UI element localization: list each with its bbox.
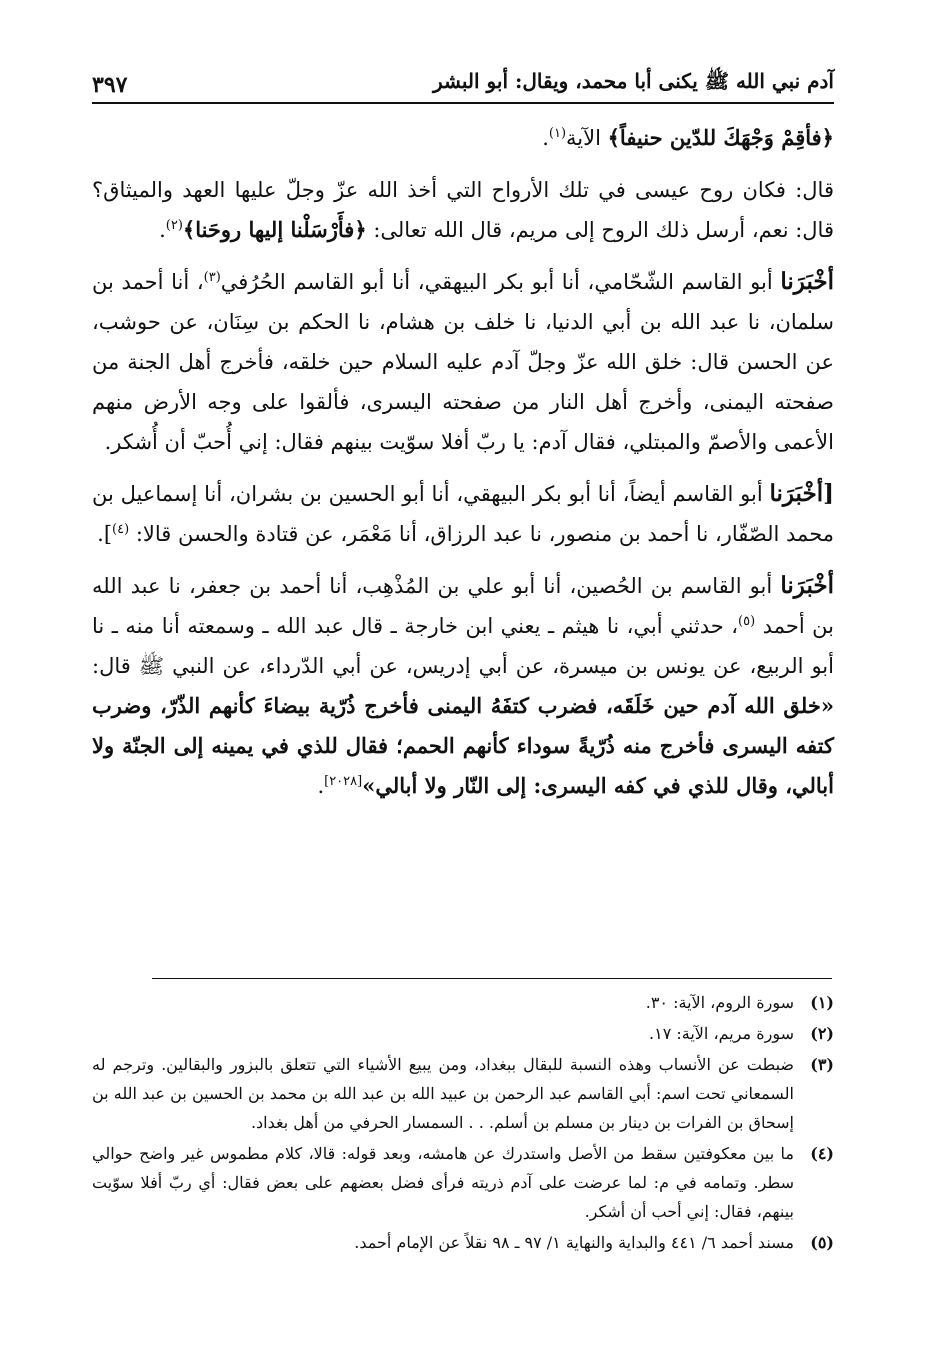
text-span: . — [159, 218, 166, 242]
text-span: . — [317, 774, 325, 798]
text-span: أبو القاسم أيضاً، أنا أبو بكر البيهقي، أنا أبو الحسين بن بشران، أنا إسماعيل بن محمد الصّفّار، نا أحمد بن منصور، نا عبد الرزاق، أنا مَعْمَر، عن قتادة والحسن قالا: — [92, 482, 834, 546]
hadith-text: «خلق الله آدم حين خَلَقَه، فضرب كتفَهُ اليمنى فأخرج ذُرّية بيضاءَ كأنهم الذّرّ، وضرب كتفه اليسرى فأخرج منه ذُرّيةً سوداء كأنهم الحمم؛ فقال للذي في يمينه إلى الجنّة ولا أبالي، وقال للذي في كفه اليسرى: إلى النّار ولا أبالي» — [92, 693, 834, 798]
hadith-number: [٢٠٢٨] — [324, 774, 363, 789]
paragraph-5 — [92, 566, 834, 806]
footnote-2 — [92, 1019, 834, 1048]
bracket-open: [ — [823, 480, 834, 507]
main-text — [92, 118, 834, 818]
page-header — [92, 58, 834, 98]
lead-word: أخْبَرَنا — [780, 572, 834, 599]
footnote-text: ضبطت عن الأنساب وهذه النسبة للبقال ببغداد، ومن يبيع الأشياء التي تتعلق بالبزور والبقالين. وترجم له السمعاني تحت اسم: أبي القاسم عبد الرحمن بن عبيد الله بن عبد الله بن محمد بن الحسين بن عبد الله بن إسحاق بن الفرات بن دينار بن مسلم بن أسلم. . . السمسار الحرفي من أهل بغداد. — [92, 1055, 794, 1132]
footnote-3 — [92, 1050, 834, 1137]
text-span: أبو القاسم الشّحّامي، أنا أبو بكر البيهقي، أنا أبو القاسم الحُرُفي — [220, 270, 781, 294]
footnote-number: (٥) — [810, 1233, 834, 1252]
paragraph-2 — [92, 170, 834, 250]
footnote-text: ما بين معكوفتين سقط من الأصل واستدرك عن هامشه، وبعد قوله: قالا، كلام مطموس غير واضح حوالي سطر. وتمامه في م: لما عرضت على آدم ذريته فرأى فضل بعضهم على بعض فقال: أي ربّ أفلا سوّيت بينهم، فقال: إني أحب أن أشكر. — [92, 1144, 794, 1221]
footnote-ref: (٤) — [112, 522, 130, 537]
footnote-ref: (٥) — [738, 614, 756, 629]
page-number: ٣٩٧ — [92, 72, 128, 98]
footnote-text: سورة مريم، الآية: ١٧. — [649, 1024, 794, 1043]
footnotes — [92, 988, 834, 1259]
footnote-number: (٢) — [810, 1024, 834, 1043]
text-span: قال: فكان روح عيسى في تلك الأرواح التي أخذ الله عزّ وجلّ عليها العهد والميثاق؟ قال: نعم، أرسل ذلك الروح إلى مريم، قال الله تعالى: — [92, 178, 834, 242]
footnote-ref: (٢) — [165, 218, 183, 233]
footnote-5 — [92, 1228, 834, 1257]
text-span: . — [542, 126, 549, 150]
lead-word: أخْبَرَنا — [769, 480, 824, 507]
footnote-1 — [92, 988, 834, 1017]
text-span: أبو القاسم بن الحُصين، أنا أبو علي بن المُذْهِب، أنا أحمد بن جعفر، نا عبد الله بن أحمد — [92, 574, 834, 638]
quran-verse: ﴿فأَرْسَلْنا إليها روحَنا﴾ — [182, 217, 367, 242]
bracket-close: ]. — [97, 522, 113, 546]
paragraph-1 — [92, 118, 834, 158]
running-title: آدم نبي الله ﷺ يكنى أبا محمد، ويقال: أبو البشر — [433, 69, 834, 93]
paragraph-4 — [92, 474, 834, 554]
text-span: ، حدثني أبي، نا هيثم ـ يعني ابن خارجة ـ قال عبد الله ـ وسمعته أنا منه ـ نا أبو الربيع، عن يونس بن ميسرة، عن أبي إدريس، عن أبي الدّرداء، عن النبي ﷺ قال: — [92, 614, 834, 678]
footnote-rule — [152, 978, 832, 979]
lead-word: أخْبَرَنا — [780, 268, 834, 295]
text-span: ، أنا أحمد بن سلمان، نا عبد الله بن أبي الدنيا، نا خلف بن هشام، نا الحكم بن سِنَان، عن حوشب، عن الحسن قال: خلق الله عزّ وجلّ آدم عليه السلام حين خلقه، فأخرج أهل الجنة من صفحته اليمنى، وأخرج أهل النار من صفحته اليسرى، فألقوا على وجه الأرض منهم الأعمى والأصمّ والمبتلي، فقال آدم: يا ربّ أفلا سوّيت بينهم فقال: إني أُحبّ أن أُشكر. — [92, 270, 834, 454]
quran-verse: ﴿فأقِمْ وَجْهَكَ للدّين حنيفاً﴾ — [607, 125, 834, 150]
footnote-number: (٤) — [810, 1144, 834, 1163]
footnote-number: (١) — [810, 993, 834, 1012]
footnote-ref: (١) — [548, 126, 567, 141]
text-span: الآية — [566, 126, 608, 150]
footnote-ref: (٣) — [203, 270, 221, 285]
footnote-4 — [92, 1139, 834, 1226]
footnote-text: سورة الروم، الآية: ٣٠. — [645, 993, 794, 1012]
footnote-text: مسند أحمد ٦/ ٤٤١ والبداية والنهاية ١/ ٩٧ ـ ٩٨ نقلاً عن الإمام أحمد. — [354, 1233, 794, 1252]
header-rule — [92, 102, 834, 104]
paragraph-3 — [92, 262, 834, 462]
footnote-number: (٣) — [810, 1055, 834, 1074]
